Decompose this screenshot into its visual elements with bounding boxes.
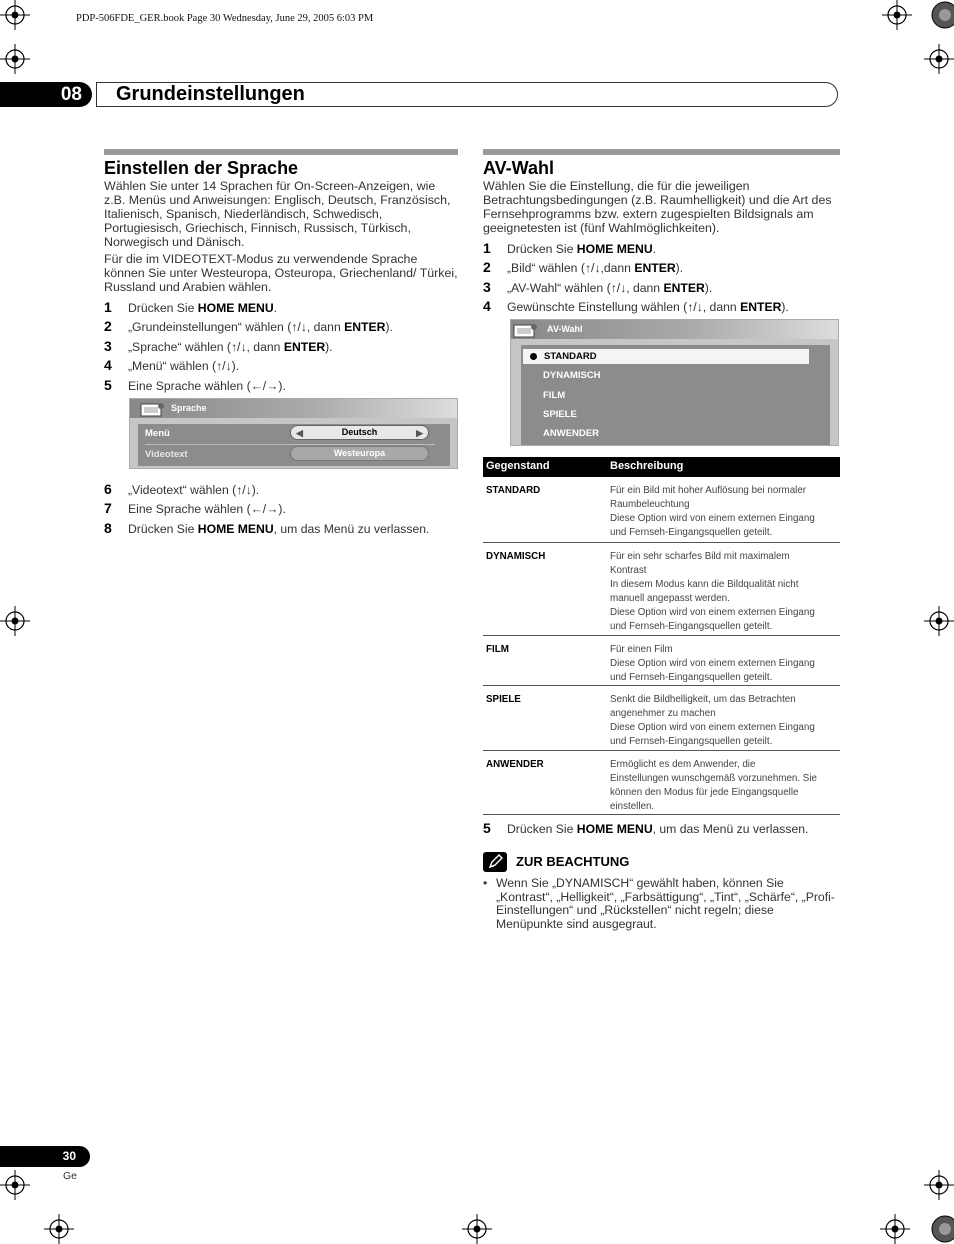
menu-row-label: Videotext [145,449,188,460]
language-menu-screen [129,398,458,469]
column-header: Beschreibung [610,460,684,472]
av-selection-screen [510,319,839,446]
row-key: DYNAMISCH [486,551,546,562]
row-key: ANWENDER [486,759,544,770]
registration-mark [880,1214,910,1244]
table-row [483,477,840,543]
menu-row-videotext[interactable] [145,445,435,464]
row-key: SPIELE [486,694,521,705]
row-description: Ermöglicht es dem Anwender, die Einstellungen wunschgemäß vorzunehmen. Sie können den Modus für jede Eingangsquelle einstellen. [610,759,817,812]
step [483,298,840,317]
language-value: Deutsch [341,427,378,437]
menu-row-label: Menü [145,428,170,439]
step-text: Drücken Sie HOME MENU. [128,301,278,315]
step [483,259,840,278]
page-language: Ge [63,1170,78,1182]
registration-mark [882,0,912,30]
step [104,299,458,318]
step-text: „AV-Wahl“ wählen (↑/↓, dann ENTER). [507,280,713,295]
step [483,240,840,259]
table-row [483,751,840,815]
videotext-selector[interactable] [290,446,429,461]
page-number: 30 [0,1146,90,1167]
menu-row-menu[interactable] [145,424,435,443]
step-text: Drücken Sie HOME MENU, um das Menü zu verlassen. [128,521,430,536]
step-text: Eine Sprache wählen (←/→). [128,502,286,517]
row-key: FILM [486,644,509,655]
picture-menu-icon [513,322,539,339]
row-description: Für ein Bild mit hoher Auflösung bei normaler Raumbeleuchtung Diese Option wird von einem externen Eingang und Fernseh-Eingangsquellen geteilt. [610,485,815,538]
av-option-anwender[interactable]: ANWENDER [543,428,599,439]
screen-header-label: Sprache [171,403,207,413]
language-selector[interactable] [290,425,429,440]
row-description: Für ein sehr scharfes Bild mit maximalem Kontrast In diesem Modus kann die Bildqualität nicht manuell angepasst werden. Diese Option wird von einem externen Eingang und Fernseh-Eingangsquellen geteilt. [610,551,815,632]
step [104,338,458,357]
note-title: ZUR BEACHTUNG [516,854,630,869]
step-text: „Sprache“ wählen (↑/↓, dann ENTER). [128,339,333,354]
row-description: Senkt die Bildhelligkeit, um das Betrachten angenehmer zu machen Diese Option wird von einem externen Eingang und Fernseh-Eingangsquellen geteilt. [610,694,815,747]
step-list-continued [104,481,458,539]
row-description: Für einen Film Diese Option wird von einem externen Eingang und Fernseh-Eingangsquellen geteilt. [610,644,815,683]
table-row [483,543,840,636]
step-number: 8 [104,519,112,536]
step-text: Gewünschte Einstellung wählen (↑/↓, dann ENTER). [507,300,789,315]
step [104,520,458,539]
section-bar [104,149,458,155]
step [104,318,458,337]
av-option-dynamisch[interactable]: DYNAMISCH [543,370,601,381]
arrow-right-icon[interactable]: ▶ [416,428,423,438]
step-number: 1 [483,240,491,256]
step-text: Drücken Sie HOME MENU. [507,242,657,256]
registration-mark [0,0,30,30]
book-header: PDP-506FDE_GER.book Page 30 Wednesday, June 29, 2005 6:03 PM [76,13,374,24]
section-language [104,149,458,396]
registration-mark [924,1170,954,1200]
arrow-left-icon[interactable]: ◀ [296,428,303,438]
step-number: 5 [483,820,491,836]
step [104,357,458,376]
screen-header-label: AV-Wahl [547,324,583,334]
settings-menu-icon [140,401,166,418]
note-item [483,877,840,931]
paragraph: Für die im VIDEOTEXT-Modus zu verwendende Sprache können Sie unter Westeuropa, Osteuropa, Griechenland/ Türkei, Russland und Arabien wählen. [104,252,458,294]
av-option-spiele[interactable]: SPIELE [543,409,577,420]
table-header [483,457,840,477]
section-av-selection [483,149,840,318]
color-wheel-mark [930,0,954,30]
step-final [483,820,840,839]
screen-header [511,320,838,339]
step-list [104,299,458,396]
step-number: 1 [104,299,112,315]
videotext-value: Westeuropa [333,448,386,458]
av-options-panel [521,345,830,445]
table-row [483,636,840,686]
step-number: 2 [483,259,491,276]
step-number: 4 [104,357,112,374]
registration-mark [924,606,954,636]
chapter-number: 08 [0,82,92,107]
pencil-note-icon [483,852,507,872]
registration-mark [924,44,954,74]
step [483,820,840,839]
step [104,481,458,500]
section-bar [483,149,840,155]
av-option-standard[interactable] [523,349,809,364]
note-text: Wenn Sie „DYNAMISCH“ gewählt haben, können Sie „Kontrast“, „Helligkeit“, „Farbsättigung“, „Tint“, „Schärfe“, „Profi-Einstellungen“ und „Rückstellen“ nicht regeln; diese Menüpunkte sind ausgegraut. [496,876,835,931]
column-header: Gegenstand [486,460,550,472]
step-number: 5 [104,376,112,393]
step-text: „Grundeinstellungen“ wählen (↑/↓, dann ENTER). [128,320,393,335]
registration-mark [44,1214,74,1244]
step [104,500,458,519]
step-text: „Bild“ wählen (↑/↓,dann ENTER). [507,261,684,276]
step-text: Drücken Sie HOME MENU, um das Menü zu verlassen. [507,822,809,836]
step-number: 4 [483,298,491,315]
av-options-table [483,457,840,815]
paragraph: Wählen Sie die Einstellung, die für die jeweiligen Betrachtungsbedingungen (z.B. Raumhelligkeit) und die Art des Fernsehprogramms bzw. extern zugespielten Bildsignals am geeignetesten ist (fünf Wahlmöglichkeiten). [483,179,832,235]
chapter-title: Grundeinstellungen [116,83,305,105]
step-text: „Menü“ wählen (↑/↓). [128,359,240,374]
registration-mark [0,606,30,636]
step-text: „Videotext“ wählen (↑/↓). [128,483,260,497]
registration-mark [462,1214,492,1244]
step-number: 2 [104,318,112,335]
step-number: 6 [104,481,112,497]
step-number: 3 [483,278,491,295]
step-list [483,240,840,318]
step [483,279,840,298]
av-option-film[interactable]: FILM [543,390,566,401]
table-row [483,686,840,751]
screen-header [130,399,457,418]
step-text: Eine Sprache wählen (←/→). [128,378,286,393]
section-title: Einstellen der Sprache [104,158,299,178]
step [104,377,458,396]
registration-mark [0,44,30,74]
step-number: 3 [104,337,112,354]
bullet: • [483,876,488,890]
section-title: AV-Wahl [483,158,554,178]
paragraph: Wählen Sie unter 14 Sprachen für On-Screen-Anzeigen, wie z.B. Menüs und Anweisungen: Englisch, Deutsch, Französisch, Italienisch, Spanisch, Niederländisch, Schwedisch, Portugiesisch, Griechisch, Finnisch, Russisch, Türkisch, Norwegisch und Dänisch. [104,179,451,249]
row-key: STANDARD [486,485,541,496]
av-option-label: STANDARD [544,351,597,362]
step-number: 7 [104,500,112,517]
menu-panel [138,424,450,466]
registration-mark [0,1170,30,1200]
selected-dot-icon [530,353,537,360]
color-wheel-mark [930,1214,954,1244]
